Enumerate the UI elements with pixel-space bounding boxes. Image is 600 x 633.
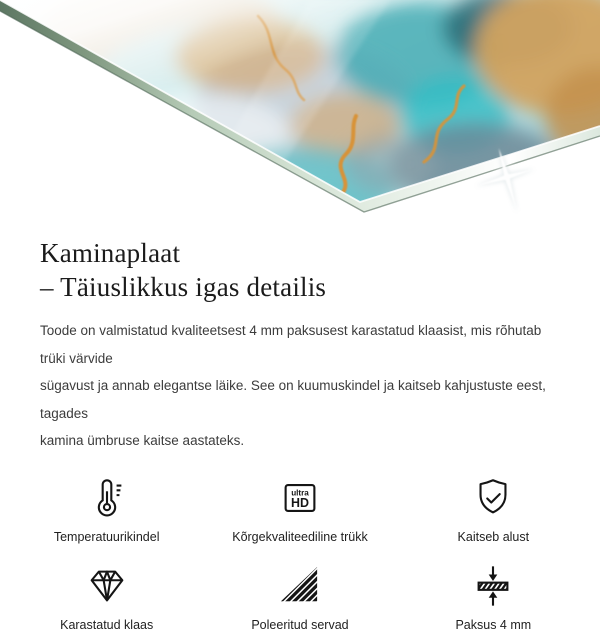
thermometer-icon bbox=[84, 475, 130, 521]
feature-item-tempered-glass bbox=[10, 563, 203, 633]
feature-label: Poleeritud servad bbox=[251, 618, 348, 633]
product-image bbox=[0, 0, 600, 230]
feature-item-polished-edges bbox=[203, 563, 396, 633]
description-line: Toode on valmistatud kvaliteetsest 4 mm paksusest karastatud klaasist, mis rõhutab trüki värvide bbox=[40, 317, 564, 372]
title-line-1: Kaminaplaat bbox=[40, 238, 180, 268]
product-copy bbox=[0, 230, 600, 455]
shield-check-icon bbox=[470, 475, 516, 521]
description-line: kamina ümbruse kaitse aastateks. bbox=[40, 427, 564, 455]
feature-label: Kaitseb alust bbox=[458, 530, 530, 545]
feature-item-protection bbox=[397, 475, 590, 545]
marble-art-surface bbox=[0, 0, 600, 230]
feature-item-print-quality bbox=[203, 475, 396, 545]
feature-label: Kõrgekvaliteediline trükk bbox=[232, 530, 368, 545]
diamond-icon bbox=[84, 563, 130, 609]
ultra-hd-icon bbox=[277, 475, 323, 521]
feature-item-temperature bbox=[10, 475, 203, 545]
feature-label: Temperatuurikindel bbox=[54, 530, 160, 545]
feature-label: Karastatud klaas bbox=[60, 618, 153, 633]
description-line: sügavust ja annab elegantse läike. See on kuumuskindel ja kaitseb kahjustuste eest, tagades bbox=[40, 372, 564, 427]
page-title bbox=[40, 236, 564, 304]
svg-text:HD: HD bbox=[291, 496, 309, 510]
glass-panel-photo bbox=[0, 0, 600, 230]
feature-label: Paksus 4 mm bbox=[455, 618, 531, 633]
feature-item-thickness bbox=[397, 563, 590, 633]
product-description bbox=[40, 317, 564, 455]
feature-grid bbox=[10, 475, 590, 633]
title-line-2: – Täiuslikkus igas detailis bbox=[40, 272, 326, 302]
polished-edges-icon bbox=[277, 563, 323, 609]
thickness-4mm-icon bbox=[470, 563, 516, 609]
svg-text:ultra: ultra bbox=[291, 488, 309, 497]
